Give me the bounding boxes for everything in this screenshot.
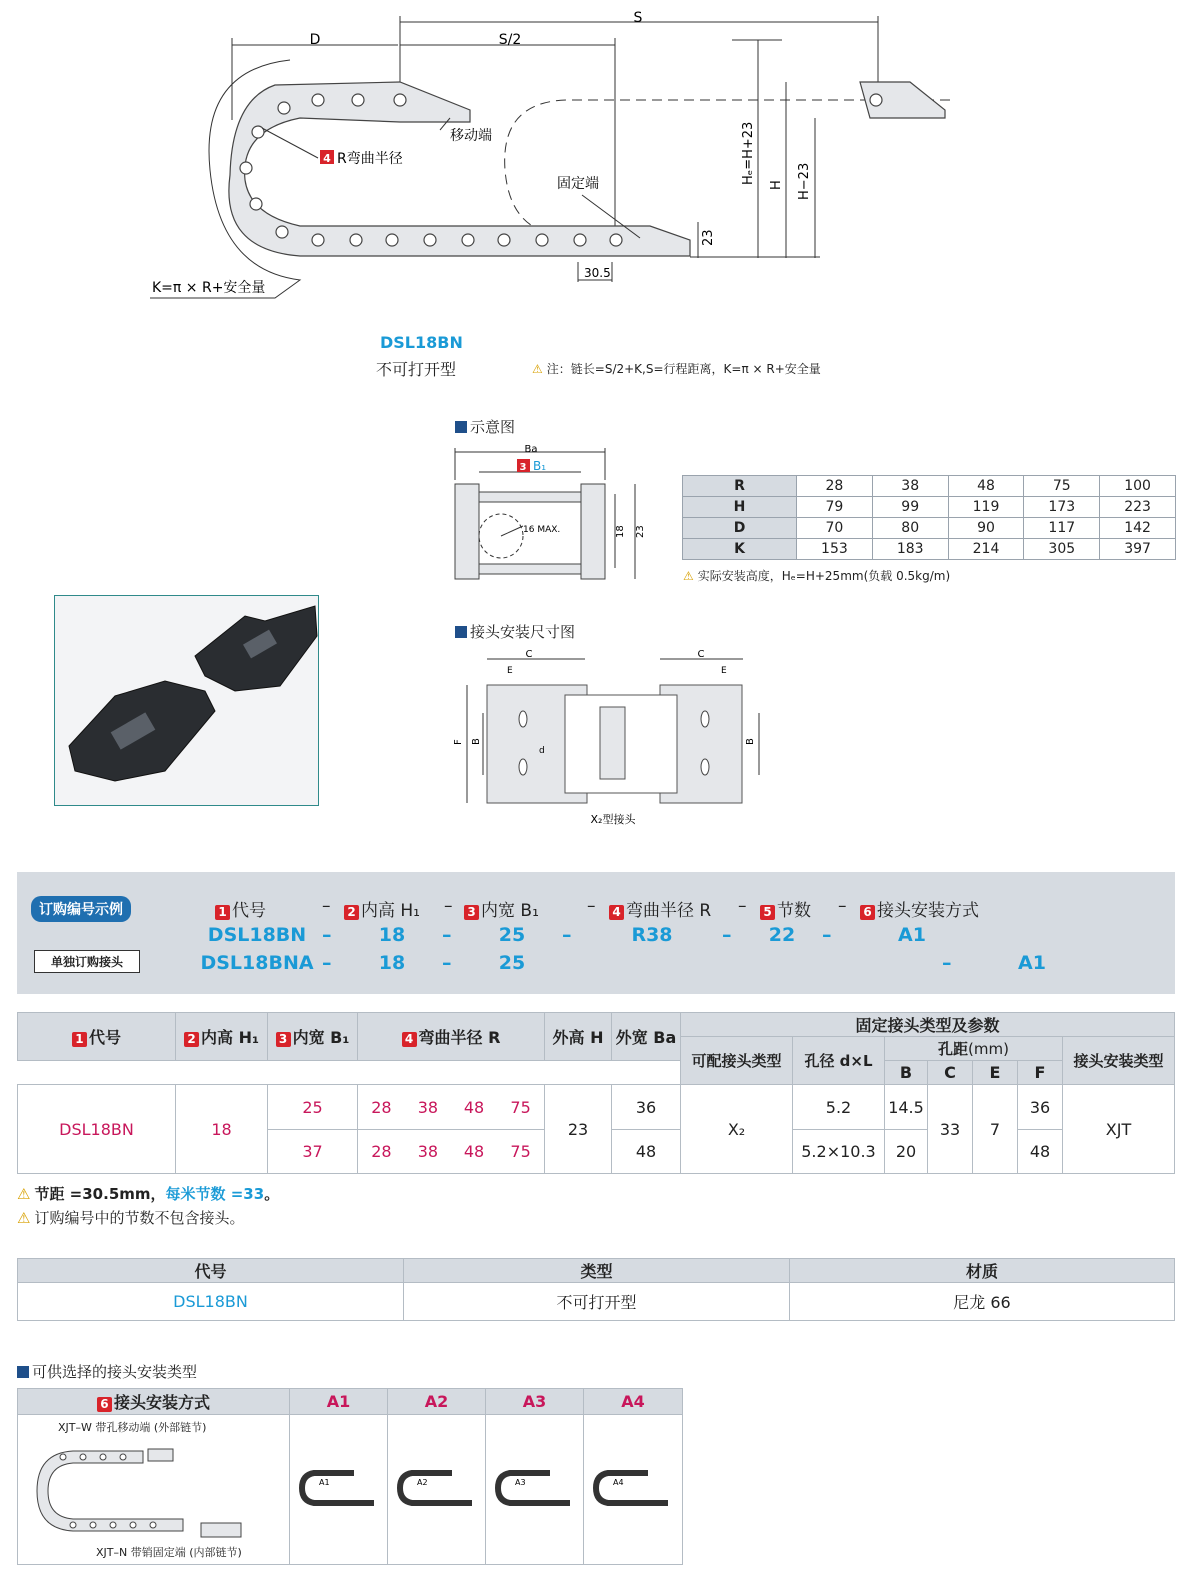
order-r2-mount: A1 [1018,952,1046,974]
opt-h-a3: A3 [486,1389,584,1415]
b1-badge-num: 3 [519,462,527,473]
install-height-note: ⚠ 实际安装高度，Hₑ=H+25mm(负载 0.5kg/m) [683,567,950,584]
dim-d-label: D [309,32,321,48]
spec-table: 1 代号 2 内高 H₁ 3 内宽 B₁ 4 弯曲半径 R 外高 H 外宽 Ba 固定接头类型及参数 可配接头类型 孔径 d×L 孔距(mm) 接头安装类型 B C E F DSL18BN 18 25 28 38 48 75 23 36 X₂ 5.2 14.5 33 7 36 XJT 37 28 38 48 75 48 5.2×10.3 20 48 [17,1012,1175,1174]
a4-icon-text: A4 [613,1477,624,1487]
order-r1-b1: 25 [498,924,526,946]
radius-cell: 183 [872,539,948,560]
radius-row-header: H [683,497,797,518]
options-title: 可供选择的接头安装类型 [17,1361,197,1382]
spec-h-h: 外高 H [545,1013,612,1061]
conn-f: F [453,739,464,745]
radius-table [682,475,1176,560]
schematic-max: 16 MAX. [523,525,561,535]
mat-code: DSL18BN [18,1283,404,1321]
dim-hf-label: Hₑ=H+23 [741,121,756,185]
pitch-note-b: 每米节数 =33 [165,1185,265,1203]
a3-icon [490,1463,580,1513]
radius-cell: 100 [1100,476,1176,497]
order-r2-code: DSL18BNA [200,952,314,974]
mat-type: 不可打开型 [404,1283,790,1321]
conn-c-right: C [697,649,705,660]
conn-c-left: C [525,649,533,660]
schematic-18: 18 [615,525,626,538]
spec-h-b: B [885,1061,928,1085]
bend-radius-label: R弯曲半径 [337,151,403,167]
spec-h-mount: 接头安装类型 [1063,1037,1175,1085]
material-table [17,1258,1175,1321]
conn-caption: X₂型接头 [590,813,636,826]
radius-cell: 48 [948,476,1024,497]
radius-cell: 28 [797,476,873,497]
radius-cell: 75 [1024,476,1100,497]
schematic-b1: B₁ [533,459,547,473]
dim-s2-label: S/2 [498,32,522,48]
dash: – [838,896,847,916]
spec-hole-1: 5.2 [793,1085,885,1130]
dash: – [444,896,453,916]
conn-b-right: B [745,738,756,745]
bend-badge-num: 4 [323,152,331,165]
dash: – [722,924,732,946]
spec-f-1: 36 [1018,1085,1063,1130]
pitch-note [17,1183,279,1204]
order-row-2 [192,952,1102,974]
options-table [17,1388,683,1565]
order-h-mount: 接头安装方式 [877,901,979,921]
conn-e-right: E [721,666,727,676]
single-order-badge: 单独订购接头 [34,950,140,973]
radius-row-header: R [683,476,797,497]
order-r1-links: 22 [768,924,796,946]
spec-h-hole: 孔径 d×L [793,1037,885,1085]
dim-23-label: 23 [701,229,716,246]
spec-joint: X₂ [681,1085,793,1174]
spec-r-cell: 75 [497,1085,544,1130]
dim-305-label: 30.5 [584,266,611,280]
dash: – [587,896,596,916]
fixed-end-label: 固定端 [557,176,599,192]
chain-drawing [0,0,1200,310]
spec-ba-2: 48 [612,1130,681,1174]
radius-cell: 173 [1024,497,1100,518]
dash: – [322,952,332,974]
spec-hole-2: 5.2×10.3 [793,1130,885,1174]
spec-mount: XJT [1063,1085,1175,1174]
order-example-panel [17,872,1175,994]
a1-icon-text: A1 [318,1477,330,1487]
radius-row [683,476,1176,497]
mat-h-mat: 材质 [790,1259,1175,1283]
radius-cell: 397 [1100,539,1176,560]
radius-cell: 305 [1024,539,1100,560]
order-header-row: 1 代号 – 2 内高 H₁ – 3 内宽 B₁ – 4 弯曲半径 R – 5 节数 – 6 接头安装方式 [215,896,979,921]
dash: – [562,924,572,946]
schematic-ba: Ba [524,444,538,455]
radius-cell: 79 [797,497,873,518]
xjtw-label: XJT–W 带孔移动端 (外部链节) [58,1421,207,1434]
spec-r-cell: 48 [451,1085,497,1130]
spec-r-cell: 38 [405,1085,451,1130]
spec-r-cell: 38 [405,1130,451,1174]
radius-cell: 99 [872,497,948,518]
spec-c: 33 [928,1085,973,1174]
a1-cell [290,1415,388,1565]
radius-row [683,497,1176,518]
conn-e-left: E [507,666,513,676]
dash: – [942,952,952,974]
a3-icon-text: A3 [514,1477,526,1487]
radius-cell: 80 [872,518,948,539]
a2-icon-text: A2 [416,1477,428,1487]
mat-h-code: 代号 [18,1259,404,1283]
spec-h-pitch-unit: (mm) [968,1040,1009,1058]
radius-row-header: D [683,518,797,539]
spec-b-1: 14.5 [885,1085,928,1130]
opt-h-a4: A4 [584,1389,683,1415]
mode-badge: 6 [97,1397,112,1412]
spec-h-pitch: 孔距 [938,1040,969,1058]
schematic-23: 23 [635,525,646,538]
order-example-badge: 订购编号示例 [31,896,131,922]
conn-b-left: B [471,738,482,745]
a2-cell [388,1415,486,1565]
a2-icon [392,1463,482,1513]
spec-h-h1: 内高 H₁ [201,1028,259,1047]
a1-icon [294,1463,384,1513]
order-h-b1: 内宽 B₁ [481,901,539,921]
opt-h-a1: A1 [290,1389,388,1415]
spec-r-cell: 28 [358,1130,405,1174]
spec-r-cell: 48 [451,1130,497,1174]
dash: – [442,952,452,974]
spec-h-joint: 可配接头类型 [681,1037,793,1085]
dim-s-label: S [633,10,643,26]
radius-cell: 90 [948,518,1024,539]
dash: – [442,924,452,946]
radius-cell: 153 [797,539,873,560]
spec-r-cell: 28 [358,1085,405,1130]
order-h-r: 弯曲半径 R [626,901,712,921]
a4-icon [588,1463,678,1513]
product-type: 不可打开型 [376,360,457,379]
pitch-note-a: 节距 =30.5mm， [34,1185,166,1203]
spec-b1-1: 25 [268,1085,358,1130]
radius-cell: 223 [1100,497,1176,518]
spec-h-f: F [1018,1061,1063,1085]
spec-h-e: E [973,1061,1018,1085]
order-h-h1: 内高 H₁ [361,901,421,921]
connector-drawing [445,645,780,830]
product-photo [54,595,319,806]
dim-h-label: H [769,180,784,190]
spec-e: 7 [973,1085,1018,1174]
mount-diagram [33,1441,273,1541]
k-formula-label: K=π × R+安全量 [152,280,266,296]
schematic-title: 示意图 [455,416,515,437]
order-r2-h1: 18 [378,952,406,974]
spec-h-c: C [928,1061,973,1085]
moving-end-label: 移动端 [450,128,492,144]
radius-row [683,518,1176,539]
spec-h-b1: 内宽 B₁ [292,1028,350,1047]
spec-h-fixed: 固定接头类型及参数 [681,1013,1175,1037]
dash: – [822,924,832,946]
spec-h1: 18 [176,1085,268,1174]
conn-d: d [539,746,545,756]
order-r1-code: DSL18BN [207,924,307,946]
mat-mat: 尼龙 66 [790,1283,1175,1321]
pitch-note-c: 。 [264,1185,280,1203]
order-h-links: 节数 [777,901,811,921]
spec-f-2: 48 [1018,1130,1063,1174]
opt-h-a2: A2 [388,1389,486,1415]
chain-length-note: ⚠ 注：链长=S/2+K,S=行程距离，K=π × R+安全量 [532,360,821,377]
order-row-1 [192,924,982,946]
spec-h-ba: 外宽 Ba [612,1013,681,1061]
radius-row [683,539,1176,560]
xjtn-label: XJT–N 带销固定端 (内部链节) [96,1546,242,1559]
order-r2-b1: 25 [498,952,526,974]
spec-h: 23 [545,1085,612,1174]
spec-h-code: 代号 [88,1028,121,1047]
radius-cell: 70 [797,518,873,539]
a4-cell [584,1415,683,1565]
spec-h-r: 弯曲半径 R [418,1028,501,1047]
radius-cell: 214 [948,539,1024,560]
spec-code: DSL18BN [18,1085,176,1174]
radius-cell: 142 [1100,518,1176,539]
spec-r-cell: 75 [497,1130,544,1174]
order-r1-h1: 18 [378,924,406,946]
radius-cell: 38 [872,476,948,497]
radius-cell: 117 [1024,518,1100,539]
order-h-code: 代号 [232,901,266,921]
spec-b-2: 20 [885,1130,928,1174]
spec-b1-2: 37 [268,1130,358,1174]
links-note: ⚠ 订购编号中的节数不包含接头。 [17,1207,244,1228]
spec-ba-1: 36 [612,1085,681,1130]
schematic-drawing [445,440,655,585]
a3-cell [486,1415,584,1565]
dash: – [738,896,747,916]
order-r1-r: R38 [631,924,673,946]
radius-row-header: K [683,539,797,560]
connector-title: 接头安装尺寸图 [455,621,575,642]
product-code: DSL18BN [380,333,463,352]
dim-h23-label: H−23 [797,162,812,200]
dash: – [322,896,331,916]
opt-h-mode: 接头安装方式 [113,1393,210,1412]
mat-h-type: 类型 [404,1259,790,1283]
order-r1-mount: A1 [898,924,926,946]
radius-cell: 119 [948,497,1024,518]
dash: – [322,924,332,946]
